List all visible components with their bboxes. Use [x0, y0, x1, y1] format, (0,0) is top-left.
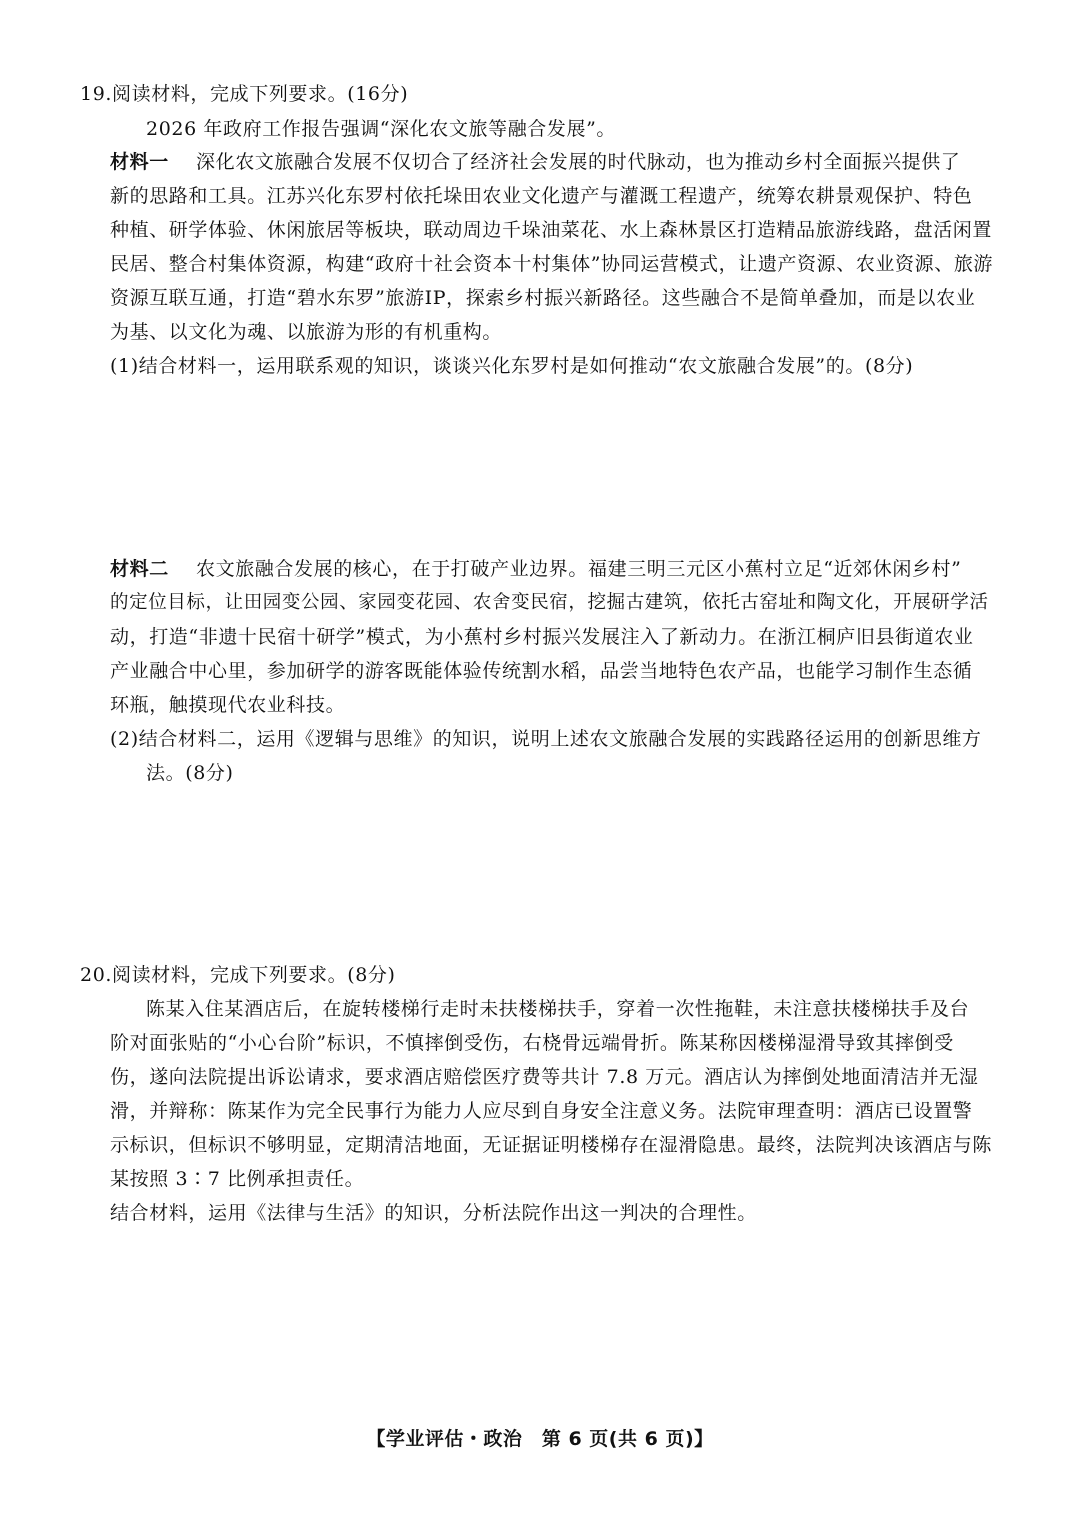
material-two-line: 的定位目标，让田园变公园、家园变花园、农舍变民宿，挖掘古建筑，依托古窑址和陶文化，开展研学活: [110, 592, 989, 613]
q19-intro: 2026 年政府工作报告强调“深化农文旅等融合发展”。: [146, 118, 617, 140]
q20-body-line: 陈某入住某酒店后，在旋转楼梯行走时未扶楼梯扶手，穿着一次性拖鞋，未注意扶楼梯扶手及台: [146, 998, 970, 1020]
q19-subquestion-2-cont: 法。(8分): [146, 762, 234, 784]
material-one-line: 民居、整合村集体资源，构建“政府十社会资本十村集体”协同运营模式，让遗产资源、农业资源、旅游: [110, 253, 994, 275]
material-two-label: 材料二: [110, 558, 169, 580]
q19-subquestion-1: (1)结合材料一，运用联系观的知识，谈谈兴化东罗村是如何推动“农文旅融合发展”的。(8分): [110, 355, 914, 377]
q20-body-line: 阶对面张贴的“小心台阶”标识，不慎摔倒受伤，右桡骨远端骨折。陈某称因楼梯湿滑导致其摔倒受: [110, 1032, 954, 1054]
material-one-line: 为基、以文化为魂、以旅游为形的有机重构。: [110, 321, 503, 343]
material-two-line: 动，打造“非遗十民宿十研学”模式，为小蕉村乡村振兴发展注入了新动力。在浙江桐庐旧县街道农业: [110, 626, 974, 648]
q20-body-line: 伤，遂向法院提出诉讼请求，要求酒店赔偿医疗费等共计 7.8 万元。酒店认为摔倒处地面清洁并无湿: [110, 1066, 979, 1088]
q20-heading: 20.阅读材料，完成下列要求。(8分): [80, 964, 396, 986]
material-one-line: 种植、研学体验、休闲旅居等板块，联动周边千垛油菜花、水上森林景区打造精品旅游线路，盘活闲置: [110, 219, 993, 241]
q19-subquestion-2: (2)结合材料二，运用《逻辑与思维》的知识，说明上述农文旅融合发展的实践路径运用的创新思维方: [110, 728, 982, 750]
page-footer: 【学业评估・政治 第 6 页(共 6 页)】: [366, 1428, 714, 1450]
material-one-line: 资源互联互通，打造“碧水东罗”旅游IP，探索乡村振兴新路径。这些融合不是简单叠加，而是以农业: [110, 287, 976, 309]
material-two-line: 产业融合中心里，参加研学的游客既能体验传统割水稻，品尝当地特色农产品，也能学习制作生态循: [110, 660, 973, 682]
material-two-line: 环瓶，触摸现代农业科技。: [110, 694, 346, 716]
q20-body-line: 示标识，但标识不够明显，定期清洁地面，无证据证明楼梯存在湿滑隐患。最终，法院判决该酒店与陈: [110, 1134, 993, 1156]
q20-body-line: 某按照 3∶7 比例承担责任。: [110, 1168, 365, 1190]
material-one-label: 材料一: [110, 151, 169, 173]
q20-question: 结合材料，运用《法律与生活》的知识，分析法院作出这一判决的合理性。: [110, 1202, 757, 1224]
material-one-line: 深化农文旅融合发展不仅切合了经济社会发展的时代脉动，也为推动乡村全面振兴提供了: [196, 151, 961, 173]
q20-body-line: 滑，并辩称：陈某作为完全民事行为能力人应尽到自身安全注意义务。法院审理查明：酒店已设置警: [110, 1100, 973, 1122]
material-two-line: 农文旅融合发展的核心，在于打破产业边界。福建三明三元区小蕉村立足“近郊休闲乡村”: [196, 558, 962, 580]
material-one-line: 新的思路和工具。江苏兴化东罗村依托垛田农业文化遗产与灌溉工程遗产，统筹农耕景观保护、特色: [110, 185, 973, 207]
q19-heading: 19.阅读材料，完成下列要求。(16分): [80, 83, 409, 105]
